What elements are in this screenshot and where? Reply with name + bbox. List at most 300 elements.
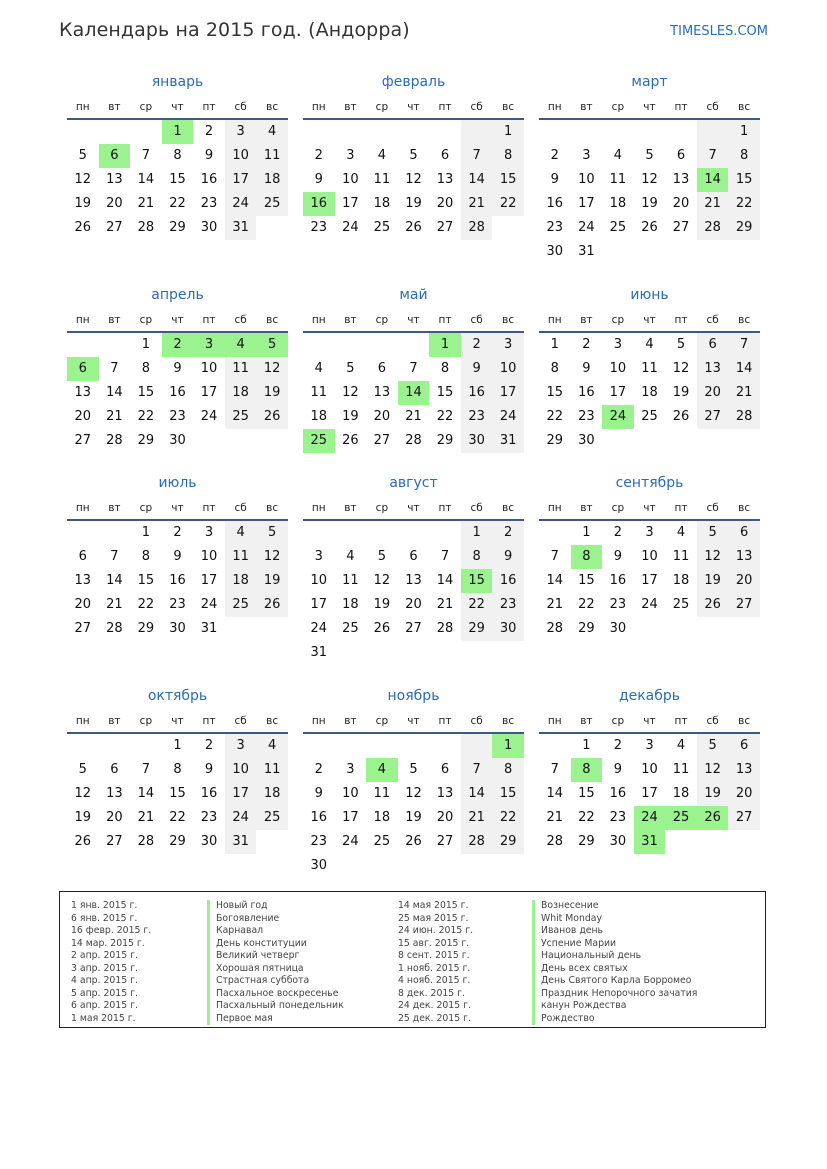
day-cell: 26 xyxy=(405,834,422,849)
holiday-day-cell: 6 xyxy=(99,144,131,168)
day-cell: 27 xyxy=(74,621,92,636)
month-grid xyxy=(539,309,760,453)
legend-holiday-name: Пасхальный понедельник xyxy=(207,1000,344,1013)
weekday-header: сб xyxy=(225,497,257,521)
day-cell: 20 xyxy=(728,782,760,806)
day-cell: 17 xyxy=(342,196,359,211)
day-cell: 21 xyxy=(405,409,422,424)
legend-holiday-name: Whit Monday xyxy=(532,913,697,926)
day-cell: 31 xyxy=(200,621,218,636)
day-cell: 22 xyxy=(728,192,760,216)
holiday-day-cell: 4 xyxy=(225,333,257,357)
day-cell: 14 xyxy=(137,786,155,801)
day-cell: 17 xyxy=(200,573,218,588)
day-cell: 17 xyxy=(310,597,328,612)
day-cell: 14 xyxy=(546,786,564,801)
empty-cell xyxy=(366,120,398,144)
empty-cell xyxy=(99,120,131,144)
month-name: апрель xyxy=(151,287,204,303)
day-cell: 22 xyxy=(492,192,524,216)
day-cell: 10 xyxy=(641,549,658,564)
day-cell: 10 xyxy=(342,786,359,801)
day-cell: 4 xyxy=(645,337,654,352)
weekday-header: сб xyxy=(461,710,493,734)
day-cell: 6 xyxy=(676,148,686,163)
day-cell: 19 xyxy=(405,196,422,211)
day-cell: 27 xyxy=(672,220,690,235)
day-cell: 19 xyxy=(697,569,729,593)
day-cell: 30 xyxy=(609,834,627,849)
empty-cell xyxy=(366,734,398,758)
day-cell: 17 xyxy=(200,385,218,400)
day-cell: 28 xyxy=(436,621,454,636)
day-cell: 29 xyxy=(578,834,595,849)
legend-holiday-name: День конституции xyxy=(207,938,344,951)
day-cell: 25 xyxy=(256,192,288,216)
month-grid xyxy=(303,710,524,878)
day-cell: 19 xyxy=(641,196,658,211)
day-cell: 29 xyxy=(728,216,760,240)
day-cell: 7 xyxy=(461,144,493,168)
day-cell: 24 xyxy=(342,834,359,849)
day-cell: 26 xyxy=(256,405,288,429)
empty-cell xyxy=(335,333,367,357)
day-cell: 29 xyxy=(578,621,595,636)
day-cell: 10 xyxy=(342,172,359,187)
legend-holiday-name: День Святого Карла Борромео xyxy=(532,975,697,988)
holiday-day-cell: 8 xyxy=(571,758,603,782)
day-cell: 18 xyxy=(373,810,391,825)
weekday-header: сб xyxy=(461,497,493,521)
day-cell: 5 xyxy=(697,734,729,758)
month-name: декабрь xyxy=(618,688,681,704)
day-cell: 6 xyxy=(440,762,450,777)
legend-holiday-name: День всех святых xyxy=(532,963,697,976)
day-cell: 11 xyxy=(373,786,391,801)
day-cell: 7 xyxy=(697,144,729,168)
day-cell: 23 xyxy=(310,220,328,235)
weekday-header: пн xyxy=(303,710,335,734)
weekday-header: вт xyxy=(571,497,603,521)
day-cell: 13 xyxy=(697,357,729,381)
month-block xyxy=(303,682,524,878)
month-block xyxy=(303,68,524,240)
month-grid xyxy=(67,96,288,240)
day-cell: 20 xyxy=(436,810,454,825)
day-cell: 6 xyxy=(728,521,760,545)
day-cell: 30 xyxy=(461,429,493,453)
weekday-header: сб xyxy=(225,96,257,120)
empty-cell xyxy=(67,734,99,758)
day-cell: 12 xyxy=(373,573,391,588)
holiday-day-cell: 31 xyxy=(634,830,666,854)
empty-cell xyxy=(130,734,162,758)
day-cell: 29 xyxy=(492,830,524,854)
day-cell: 2 xyxy=(173,525,182,540)
day-cell: 2 xyxy=(613,738,623,753)
day-cell: 13 xyxy=(436,172,454,187)
weekday-header: вс xyxy=(256,497,288,521)
legend-holiday-name: Национальный день xyxy=(532,950,697,963)
empty-cell xyxy=(571,120,603,144)
day-cell: 23 xyxy=(169,409,186,424)
day-cell: 17 xyxy=(609,385,627,400)
weekday-header: ср xyxy=(602,96,634,120)
day-cell: 25 xyxy=(373,220,391,235)
day-cell: 6 xyxy=(377,361,387,376)
empty-cell xyxy=(539,734,571,758)
day-cell: 1 xyxy=(141,337,151,352)
month-grid xyxy=(67,309,288,453)
weekday-header: вт xyxy=(335,309,367,333)
day-cell: 5 xyxy=(78,762,87,777)
day-cell: 21 xyxy=(137,196,155,211)
legend-holiday-date: 25 мая 2015 г. xyxy=(398,912,469,924)
day-cell: 19 xyxy=(697,782,729,806)
day-cell: 27 xyxy=(436,834,454,849)
day-cell: 18 xyxy=(342,597,359,612)
empty-cell xyxy=(398,734,430,758)
month-block xyxy=(67,469,288,641)
month-name: январь xyxy=(151,74,204,90)
weekday-header: пн xyxy=(539,96,571,120)
legend-holiday-name: Богоявление xyxy=(207,913,344,926)
legend-holiday-date: 8 сент. 2015 г. xyxy=(398,950,470,961)
day-cell: 3 xyxy=(492,333,524,357)
day-cell: 3 xyxy=(204,525,214,540)
day-cell: 31 xyxy=(225,830,257,854)
day-cell: 13 xyxy=(106,172,123,187)
month-block xyxy=(539,682,760,854)
day-cell: 9 xyxy=(314,172,323,187)
day-cell: 9 xyxy=(461,357,493,381)
day-cell: 8 xyxy=(173,762,182,777)
day-cell: 28 xyxy=(728,405,760,429)
weekday-header: чт xyxy=(634,309,666,333)
day-cell: 13 xyxy=(672,172,690,187)
day-cell: 30 xyxy=(200,834,218,849)
holiday-day-cell: 5 xyxy=(256,333,288,357)
day-cell: 7 xyxy=(141,762,151,777)
day-cell: 26 xyxy=(74,220,92,235)
day-cell: 6 xyxy=(728,734,760,758)
day-cell: 24 xyxy=(578,220,595,235)
day-cell: 20 xyxy=(436,196,454,211)
legend-holiday-date: 1 янв. 2015 г. xyxy=(71,900,138,911)
day-cell: 14 xyxy=(546,573,564,588)
legend-holiday-name: Хорошая пятница xyxy=(207,963,344,976)
weekday-header: пт xyxy=(429,497,461,521)
site-link[interactable]: TIMESLES.COM xyxy=(670,24,768,39)
day-cell: 19 xyxy=(74,810,92,825)
weekday-header: вт xyxy=(99,497,131,521)
day-cell: 30 xyxy=(546,244,564,259)
day-cell: 18 xyxy=(256,168,288,192)
day-cell: 28 xyxy=(106,433,123,448)
day-cell: 22 xyxy=(137,597,155,612)
legend-holiday-name: Карнавал xyxy=(207,925,344,938)
day-cell: 30 xyxy=(169,433,186,448)
day-cell: 18 xyxy=(373,196,391,211)
legend-holiday-date: 1 мая 2015 г. xyxy=(71,1012,136,1024)
empty-cell xyxy=(665,120,697,144)
empty-cell xyxy=(366,333,398,357)
day-cell: 20 xyxy=(373,409,391,424)
weekday-header: ср xyxy=(130,497,162,521)
month-block xyxy=(67,682,288,854)
weekday-header: вт xyxy=(335,710,367,734)
day-cell: 7 xyxy=(550,762,559,777)
day-cell: 16 xyxy=(609,786,627,801)
day-cell: 28 xyxy=(106,621,123,636)
weekday-header: пн xyxy=(539,309,571,333)
day-cell: 23 xyxy=(546,220,564,235)
day-cell: 29 xyxy=(546,433,564,448)
day-cell: 6 xyxy=(697,333,729,357)
day-cell: 27 xyxy=(405,621,422,636)
day-cell: 24 xyxy=(492,405,524,429)
day-cell: 15 xyxy=(578,573,595,588)
weekday-header: сб xyxy=(697,710,729,734)
day-cell: 27 xyxy=(697,405,729,429)
empty-cell xyxy=(99,734,131,758)
day-cell: 28 xyxy=(697,216,729,240)
legend-holiday-name: канун Рождества xyxy=(532,1000,697,1013)
holiday-day-cell: 8 xyxy=(571,545,603,569)
day-cell: 19 xyxy=(405,810,422,825)
day-cell: 11 xyxy=(342,573,359,588)
day-cell: 8 xyxy=(173,148,182,163)
month-name: май xyxy=(399,287,428,303)
legend-holiday-date: 4 апр. 2015 г. xyxy=(71,975,138,986)
day-cell: 4 xyxy=(613,148,623,163)
month-grid xyxy=(539,710,760,854)
day-cell: 12 xyxy=(74,786,92,801)
empty-cell xyxy=(634,120,666,144)
weekday-header: вс xyxy=(256,96,288,120)
day-cell: 3 xyxy=(346,148,355,163)
day-cell: 2 xyxy=(204,124,214,139)
day-cell: 15 xyxy=(169,786,186,801)
day-cell: 12 xyxy=(342,385,359,400)
day-cell: 19 xyxy=(373,597,391,612)
empty-cell xyxy=(461,734,493,758)
day-cell: 29 xyxy=(137,433,155,448)
day-cell: 9 xyxy=(204,148,214,163)
empty-cell xyxy=(429,734,461,758)
day-cell: 21 xyxy=(137,810,155,825)
day-cell: 3 xyxy=(645,738,654,753)
month-block xyxy=(67,281,288,453)
weekday-header: сб xyxy=(461,96,493,120)
holiday-day-cell: 3 xyxy=(193,333,225,357)
empty-cell xyxy=(303,521,335,545)
day-cell: 3 xyxy=(314,549,323,564)
month-block xyxy=(303,469,524,665)
day-cell: 16 xyxy=(546,196,564,211)
day-cell: 30 xyxy=(578,433,595,448)
month-name: февраль xyxy=(381,74,446,90)
day-cell: 26 xyxy=(697,593,729,617)
day-cell: 28 xyxy=(137,834,155,849)
day-cell: 4 xyxy=(377,148,387,163)
empty-cell xyxy=(303,734,335,758)
day-cell: 23 xyxy=(492,593,524,617)
day-cell: 3 xyxy=(645,525,654,540)
legend-holiday-date: 4 нояб. 2015 г. xyxy=(398,975,471,986)
day-cell: 6 xyxy=(78,549,87,564)
day-cell: 18 xyxy=(672,786,690,801)
month-name: сентябрь xyxy=(615,475,684,491)
day-cell: 25 xyxy=(373,834,391,849)
empty-cell xyxy=(335,521,367,545)
day-cell: 3 xyxy=(346,762,355,777)
day-cell: 3 xyxy=(613,337,623,352)
weekday-header: сб xyxy=(225,309,257,333)
weekday-header: пн xyxy=(67,96,99,120)
day-cell: 17 xyxy=(225,782,257,806)
day-cell: 21 xyxy=(728,381,760,405)
day-cell: 20 xyxy=(74,409,92,424)
day-cell: 1 xyxy=(141,525,151,540)
weekday-header: вт xyxy=(571,96,603,120)
day-cell: 7 xyxy=(110,361,119,376)
day-cell: 18 xyxy=(225,569,257,593)
weekday-header: чт xyxy=(634,96,666,120)
day-cell: 4 xyxy=(256,734,288,758)
day-cell: 2 xyxy=(613,525,623,540)
legend-holiday-name: Праздник Непорочного зачатия xyxy=(532,988,697,1001)
day-cell: 21 xyxy=(106,409,123,424)
day-cell: 29 xyxy=(169,220,186,235)
month-block xyxy=(539,469,760,641)
weekday-header: пт xyxy=(665,497,697,521)
day-cell: 12 xyxy=(697,545,729,569)
day-cell: 13 xyxy=(436,786,454,801)
weekday-header: чт xyxy=(162,309,194,333)
day-cell: 27 xyxy=(106,220,123,235)
day-cell: 13 xyxy=(373,385,391,400)
day-cell: 23 xyxy=(200,196,218,211)
legend-holiday-date: 5 апр. 2015 г. xyxy=(71,987,138,999)
weekday-header: вс xyxy=(492,710,524,734)
day-cell: 27 xyxy=(728,806,760,830)
day-cell: 20 xyxy=(106,810,123,825)
day-cell: 9 xyxy=(582,361,591,376)
holiday-day-cell: 6 xyxy=(67,357,99,381)
day-cell: 10 xyxy=(225,758,257,782)
weekday-header: вс xyxy=(728,710,760,734)
empty-cell xyxy=(366,521,398,545)
weekday-header: пн xyxy=(67,309,99,333)
weekday-header: вс xyxy=(492,309,524,333)
holiday-day-cell: 1 xyxy=(162,120,194,144)
holiday-day-cell: 1 xyxy=(429,333,461,357)
empty-cell xyxy=(398,333,430,357)
day-cell: 16 xyxy=(169,573,186,588)
day-cell: 11 xyxy=(672,762,690,777)
day-cell: 12 xyxy=(641,172,658,187)
day-cell: 18 xyxy=(310,409,328,424)
legend-holiday-name: Пасхальное воскресенье xyxy=(207,988,344,1001)
day-cell: 1 xyxy=(492,120,524,144)
holiday-day-cell: 25 xyxy=(665,806,697,830)
day-cell: 24 xyxy=(225,806,257,830)
day-cell: 21 xyxy=(106,597,123,612)
empty-cell xyxy=(99,521,131,545)
legend-left-names xyxy=(207,900,344,1025)
day-cell: 2 xyxy=(550,148,559,163)
day-cell: 14 xyxy=(436,573,454,588)
day-cell: 22 xyxy=(492,806,524,830)
month-grid xyxy=(539,96,760,264)
day-cell: 13 xyxy=(728,545,760,569)
empty-cell xyxy=(429,120,461,144)
day-cell: 28 xyxy=(461,830,493,854)
legend-right-names xyxy=(532,900,697,1025)
day-cell: 17 xyxy=(225,168,257,192)
legend-holiday-name: Новый год xyxy=(207,900,344,913)
day-cell: 22 xyxy=(169,810,186,825)
day-cell: 15 xyxy=(578,786,595,801)
day-cell: 26 xyxy=(641,220,658,235)
day-cell: 26 xyxy=(405,220,422,235)
month-name: март xyxy=(631,74,668,90)
day-cell: 2 xyxy=(461,333,493,357)
day-cell: 16 xyxy=(609,573,627,588)
holiday-day-cell: 25 xyxy=(303,429,335,453)
month-block xyxy=(67,68,288,240)
day-cell: 4 xyxy=(314,361,323,376)
day-cell: 28 xyxy=(546,621,564,636)
day-cell: 11 xyxy=(256,144,288,168)
legend-holiday-date: 2 апр. 2015 г. xyxy=(71,950,138,961)
weekday-header: ср xyxy=(602,497,634,521)
empty-cell xyxy=(398,120,430,144)
weekday-header: пт xyxy=(665,96,697,120)
day-cell: 9 xyxy=(613,762,623,777)
day-cell: 3 xyxy=(582,148,591,163)
day-cell: 31 xyxy=(492,429,524,453)
weekday-header: чт xyxy=(398,309,430,333)
weekday-header: чт xyxy=(162,710,194,734)
day-cell: 20 xyxy=(106,196,123,211)
day-cell: 8 xyxy=(492,144,524,168)
day-cell: 10 xyxy=(225,144,257,168)
weekday-header: пн xyxy=(67,710,99,734)
day-cell: 13 xyxy=(106,786,123,801)
day-cell: 2 xyxy=(314,148,323,163)
day-cell: 12 xyxy=(256,545,288,569)
day-cell: 5 xyxy=(645,148,654,163)
day-cell: 9 xyxy=(173,361,182,376)
weekday-header: вт xyxy=(571,309,603,333)
weekday-header: пт xyxy=(665,309,697,333)
legend-left-dates xyxy=(71,900,151,1025)
weekday-header: пт xyxy=(193,309,225,333)
day-cell: 8 xyxy=(492,758,524,782)
weekday-header: вт xyxy=(571,710,603,734)
legend-holiday-name: Успение Марии xyxy=(532,938,697,951)
day-cell: 25 xyxy=(672,597,690,612)
day-cell: 23 xyxy=(578,409,595,424)
legend-holiday-date: 25 дек. 2015 г. xyxy=(398,1012,471,1024)
day-cell: 21 xyxy=(461,806,493,830)
day-cell: 31 xyxy=(225,216,257,240)
weekday-header: ср xyxy=(602,309,634,333)
empty-cell xyxy=(67,333,99,357)
day-cell: 31 xyxy=(578,244,595,259)
